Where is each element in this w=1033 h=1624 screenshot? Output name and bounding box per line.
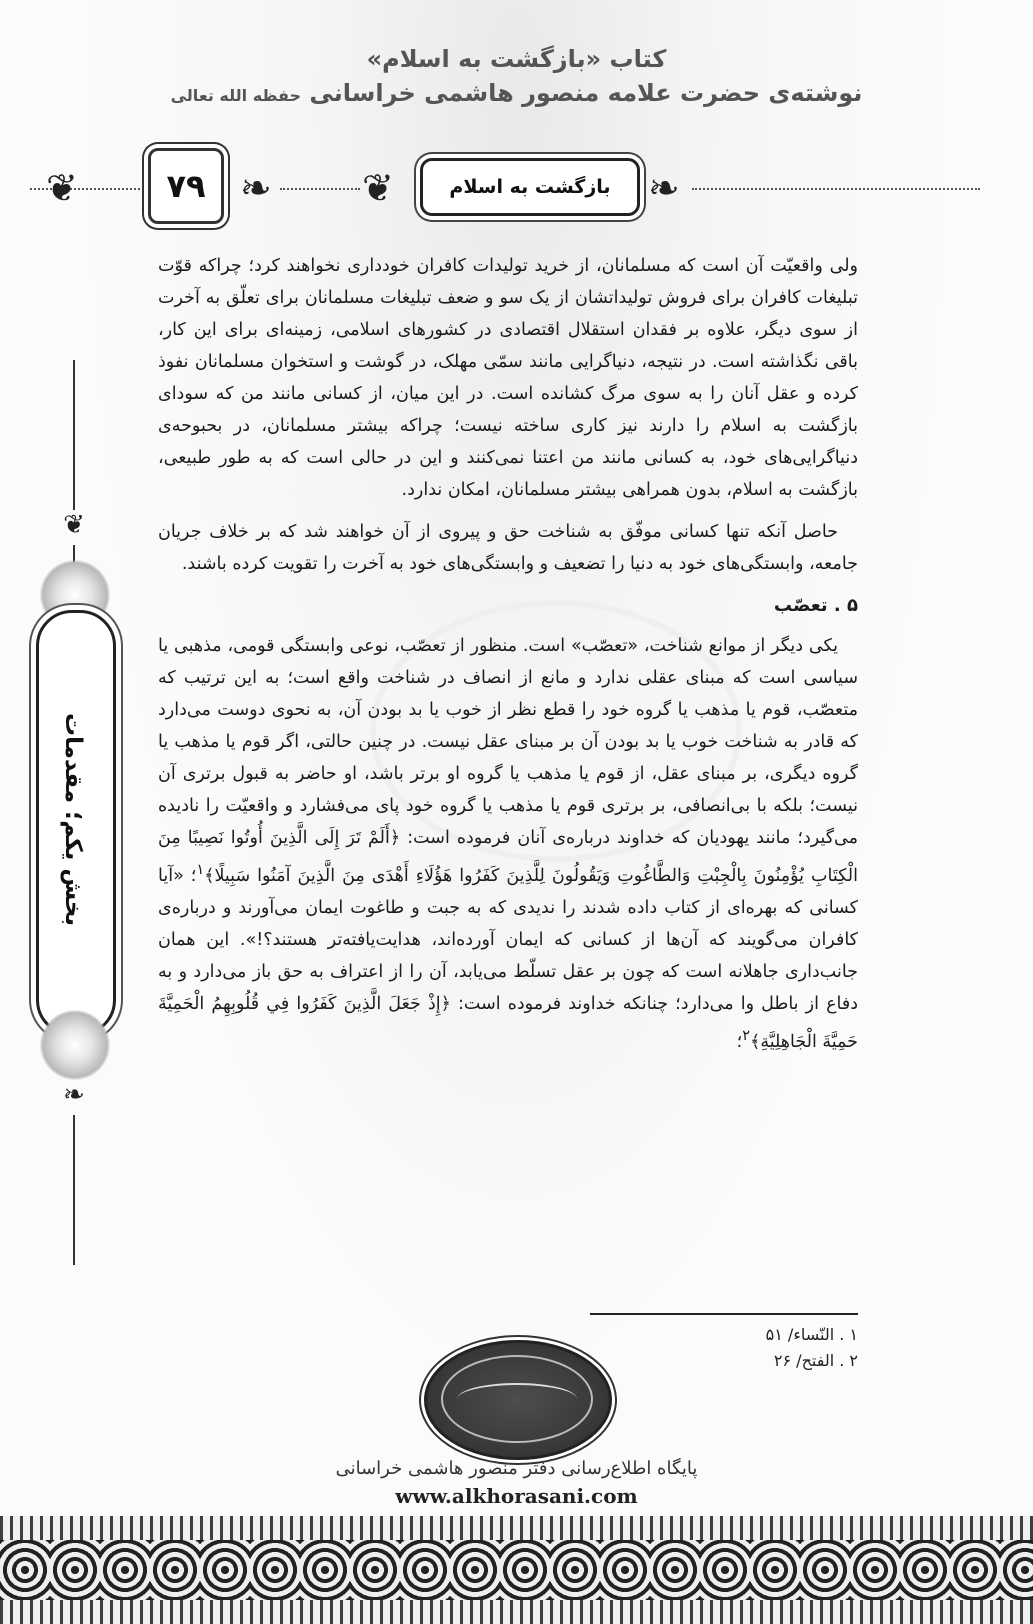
calligraphy-seal-logo bbox=[424, 1340, 612, 1460]
section-side-label: بخش یکم؛ مقدمات bbox=[60, 713, 86, 927]
dotted-rule-right bbox=[692, 188, 980, 190]
book-author bbox=[0, 76, 1033, 113]
chapter-title: بازگشت به اسلام bbox=[449, 176, 611, 198]
footnote-reference[interactable]: ۱ bbox=[196, 861, 205, 878]
page-number-frame bbox=[148, 148, 224, 224]
ornament-icon: ❧ bbox=[240, 166, 272, 210]
paragraph-text: یکی دیگر از موانع شناخت، «تعصّب» است. منظور از تعصّب، نوعی وابستگی قومی، مذهبی یا سیاسی است که مبنای عقلی ندارد و مانع از انصاف در شناخت واقع است؛ به این ترتیب که متعصّب، قوم یا مذهب یا گروه خود را قطع نظر از خوب یا بد بودن آن، به نحوی دوست می‌دارد که قادر به شناخت خوب یا بد بودن آن بر مبنای عقل نیست. در چنین حالتی، اگر قوم یا مذهب یا گروه دیگری، بر مبنای عقل، از قوم یا مذهب یا گروه او برتر باشد، او حاضر به قبول برتری آن نیست؛ بلکه با بی‌انصافی، بر برتری قوم یا مذهب یا گروه خود پای می‌فشارد و واقعیّت را نادیده می‌گیرد؛ مانند یهودیان که خداوند درباره‌ی آنان فرموده است: bbox=[158, 636, 858, 848]
paragraph: حاصل آنکه تنها کسانی موفّق به شناخت حق و پیروی از آن خواهند شد که بر خلاف جریان جامعه، وابستگی‌های خود به دنیا را تضعیف و وابستگی‌های خود به آخرت را تقویت کرده باشند. bbox=[158, 522, 858, 574]
seal-calligraphy-stroke bbox=[457, 1383, 577, 1415]
page-body bbox=[158, 250, 858, 1068]
chapter-title-frame bbox=[420, 158, 640, 216]
paragraph-text: ؛ «آیا کسانی که بهره‌ای از کتاب داده شدند را ندیدی که به جبت و طاغوت ایمان می‌آورند و درباره‌ی کافران می‌گویند که آن‌ها از کسانی که ایمان آورده‌اند، هدایت‌یافته‌تر هستند؟!». این همان جانب‌داری جاهلانه است که چون بر عقل تسلّط می‌یابد، آن را از اعتراف به حق باز می‌دارد و به دفاع از باطل وا می‌دارد؛ چنانکه خداوند فرموده است: bbox=[158, 865, 858, 1014]
bottom-border-pattern bbox=[0, 1540, 1033, 1600]
ornament-icon: ❧ bbox=[648, 166, 680, 210]
paragraph: ولی واقعیّت آن است که مسلمانان، از خرید تولیدات کافران خودداری نخواهند کرد؛ چراکه قوّت تبلیغات کافران برای فروش تولیداتشان از یک سو و ضعف تبلیغات مسلمانان برای تعلّق به آخرت از سوی دیگر، علاوه بر فقدان استقلال اقتصادی در کشورهای اسلامی، زمینه‌ای برای این کار، باقی نگذاشته است. در نتیجه، دنیاگرایی مانند سمّی مهلک، در گوشت و استخوان مسلمانان نفوذ کرده و عقل آنان را به سوی مرگ کشانده است. در این میان، از کسانی مانند من که سودای بازگشت به اسلام را دارند نیز کاری ساخته نیست؛ چراکه بیشتر مسلمانان، در بحبوحه‌ی دنیاگرایی‌های خود، به کسانی مانند من اعتنا نمی‌کنند و این در حالی است که به طور طبیعی، بازگشت به اسلام، بدون همراهی بیشتر مسلمانان، امکان ندارد. bbox=[158, 256, 858, 500]
side-vertical-rule bbox=[73, 1115, 75, 1265]
paragraph bbox=[158, 630, 858, 1058]
running-header-bar bbox=[30, 130, 980, 240]
author-name: نوشته‌ی حضرت علامه منصور هاشمی خراسانی bbox=[309, 79, 863, 107]
footnote-reference[interactable]: ۲ bbox=[742, 1026, 751, 1044]
footnote: ۱ . النّساء/ ۵۱ bbox=[765, 1325, 858, 1344]
portal-caption: پایگاه اطلاع‌رسانی دفتر منصور هاشمی خراسانی bbox=[335, 1458, 698, 1479]
quran-verse: ﴿أَلَمْ تَرَ إِلَى الَّذِينَ أُوتُوا نَصِيبًا مِنَ الْكِتَابِ يُؤْمِنُونَ بِالْجِبْتِ وَالطَّاغُوتِ وَيَقُولُونَ لِلَّذِينَ كَفَرُوا هَؤُلَاءِ أَهْدَى مِنَ الَّذِينَ آمَنُوا سَبِيلًا﴾ bbox=[158, 828, 858, 886]
book-header bbox=[0, 42, 1033, 113]
author-honorific: حفظه الله تعالی bbox=[170, 86, 302, 105]
side-ornament-icon: ❦ bbox=[63, 510, 85, 540]
section-heading: ۵ . تعصّب bbox=[773, 595, 858, 616]
footnote: ۲ . الفتح/ ۲۶ bbox=[773, 1351, 858, 1370]
ornament-icon: ❦ bbox=[46, 166, 78, 210]
footnotes bbox=[560, 1322, 858, 1374]
quran-verse: ﴿إِذْ جَعَلَ الَّذِينَ كَفَرُوا فِي قُلُوبِهِمُ الْحَمِيَّةَ حَمِيَّةَ الْجَاهِلِيَّةِ﴾ bbox=[158, 993, 858, 1052]
dotted-rule-middle bbox=[280, 188, 360, 190]
paragraph-text: ؛ bbox=[736, 1031, 743, 1052]
ornament-icon: ❦ bbox=[362, 166, 394, 210]
book-title: کتاب «بازگشت به اسلام» bbox=[366, 45, 667, 73]
side-vertical-rule bbox=[73, 360, 75, 510]
side-ornament-icon: ❧ bbox=[63, 1080, 85, 1110]
footnote-separator bbox=[590, 1313, 858, 1315]
page-number: ۷۹ bbox=[166, 167, 206, 205]
flower-ornament-icon bbox=[40, 1010, 110, 1080]
website-link[interactable]: www.alkhorasani.com bbox=[395, 1484, 638, 1508]
